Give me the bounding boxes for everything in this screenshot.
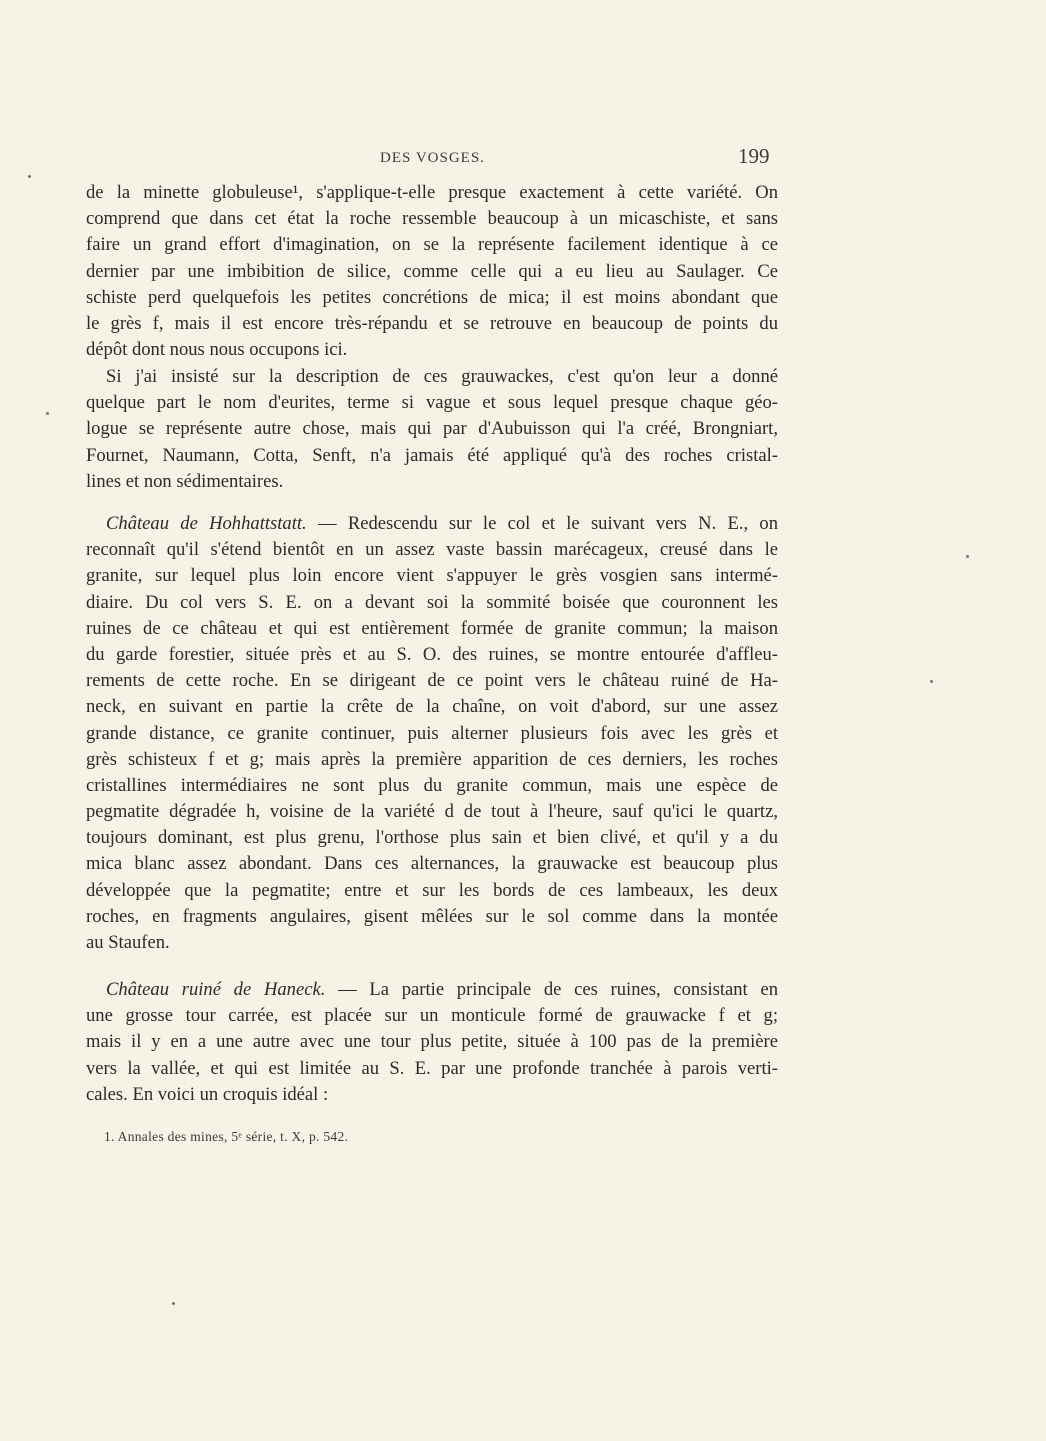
- text-line: au Staufen.: [86, 932, 170, 953]
- text-line: ruines de ce château et qui est entièrement formée de granite commun; la maison: [86, 617, 778, 639]
- text-line: dernier par une imbibition de silice, comme celle qui a eu lieu au Saulager. Ce: [86, 260, 778, 282]
- text-line: développée que la pegmatite; entre et sur les bords de ces lambeaux, les deux: [86, 879, 778, 901]
- text-line: roches, en fragments angulaires, gisent mêlées sur le sol comme dans la montée: [86, 905, 778, 927]
- footnote: 1. Annales des mines, 5ᵉ série, t. X, p. 542.: [104, 1129, 349, 1144]
- scan-speck: [28, 175, 31, 178]
- text-line: mais il y en a une autre avec une tour plus petite, située à 100 pas de la première: [86, 1031, 778, 1053]
- text-line: Fournet, Naumann, Cotta, Senft, n'a jamais été appliqué qu'à des roches cristal-: [86, 444, 778, 466]
- text-line: reconnaît qu'il s'étend bientôt en un assez vaste bassin marécageux, creusé dans le: [86, 539, 778, 561]
- text-line: une grosse tour carrée, est placée sur un monticule formé de grauwacke f et g;: [86, 1005, 778, 1027]
- text-line: grès schisteux f et g; mais après la première apparition de ces derniers, les roches: [86, 748, 778, 770]
- text-line: vers la vallée, et qui est limitée au S. E. par une profonde tranchée à parois verti-: [86, 1057, 778, 1079]
- text-line: dépôt dont nous nous occupons ici.: [86, 339, 348, 361]
- scan-speck: [966, 555, 969, 558]
- text-line: neck, en suivant en partie la crête de la chaîne, on voit d'abord, sur une assez: [86, 696, 778, 718]
- text-line: pegmatite dégradée h, voisine de la variété d de tout à l'heure, sauf qu'ici le quartz,: [86, 801, 778, 823]
- scan-speck: [46, 412, 49, 415]
- text-line: du garde forestier, située près et au S. O. des ruines, se montre entourée d'affleu-: [86, 643, 778, 665]
- text-line: le grès f, mais il est encore très-répandu et se retrouve en beaucoup de points du: [86, 312, 778, 334]
- running-header: DES VOSGES.: [380, 150, 485, 166]
- section-heading-line: [86, 977, 778, 1003]
- section-heading: Château ruiné de Haneck.: [106, 979, 326, 1000]
- text-line: lines et non sédimentaires.: [86, 470, 284, 492]
- section-heading-line: [86, 511, 778, 537]
- scan-speck: [172, 1302, 175, 1305]
- text-line: toujours dominant, est plus grenu, l'orthose plus sain et bien clivé, et qu'il y a du: [86, 827, 778, 849]
- section-haneck: [86, 977, 778, 1108]
- text-line: de la minette globuleuse¹, s'applique-t-elle presque exactement à cette variété. On: [86, 182, 778, 203]
- text-line: mica blanc assez abondant. Dans ces alternances, la grauwacke est beaucoup plus: [86, 853, 778, 875]
- text-line: granite, sur lequel plus loin encore vient s'appuyer le grès vosgien sans intermé-: [86, 565, 778, 587]
- paragraph-2: [86, 364, 778, 495]
- text-line: Si j'ai insisté sur la description de ces grauwackes, c'est qu'on leur a donné: [106, 366, 778, 387]
- text-line: rements de cette roche. En se dirigeant de ce point vers le château ruiné de Ha-: [86, 670, 778, 692]
- text-line: comprend que dans cet état la roche ressemble beaucoup à un micaschiste, et sans: [86, 208, 778, 230]
- section-heading: Château de Hohhattstatt.: [106, 513, 307, 534]
- text-line: grande distance, ce granite continuer, puis alterner plusieurs fois avec les grès et: [86, 722, 778, 744]
- text-line: cales. En voici un croquis idéal :: [86, 1083, 329, 1105]
- text-fragment: — La partie principale de ces ruines, consistant en: [338, 979, 778, 1000]
- section-hohhattstatt: [86, 511, 778, 956]
- text-line: diaire. Du col vers S. E. on a devant soi la sommité boisée que couronnent les: [86, 591, 778, 613]
- paragraph-1: [86, 180, 778, 363]
- text-fragment: — Redescendu sur le col et le suivant vers N. E., on: [317, 513, 778, 534]
- text-line: faire un grand effort d'imagination, on se la représente facilement identique à ce: [86, 234, 778, 256]
- text-line: schiste perd quelquefois les petites concrétions de mica; il est moins abondant que: [86, 286, 778, 308]
- text-line: logue se représente autre chose, mais qui par d'Aubuisson qui l'a créé, Brongniart,: [86, 418, 778, 440]
- scan-speck: [930, 680, 933, 683]
- text-line: quelque part le nom d'eurites, terme si vague et sous lequel presque chaque géo-: [86, 392, 778, 414]
- page-number: 199: [738, 144, 770, 168]
- text-line: cristallines intermédiaires ne sont plus du granite commun, mais une espèce de: [86, 774, 778, 796]
